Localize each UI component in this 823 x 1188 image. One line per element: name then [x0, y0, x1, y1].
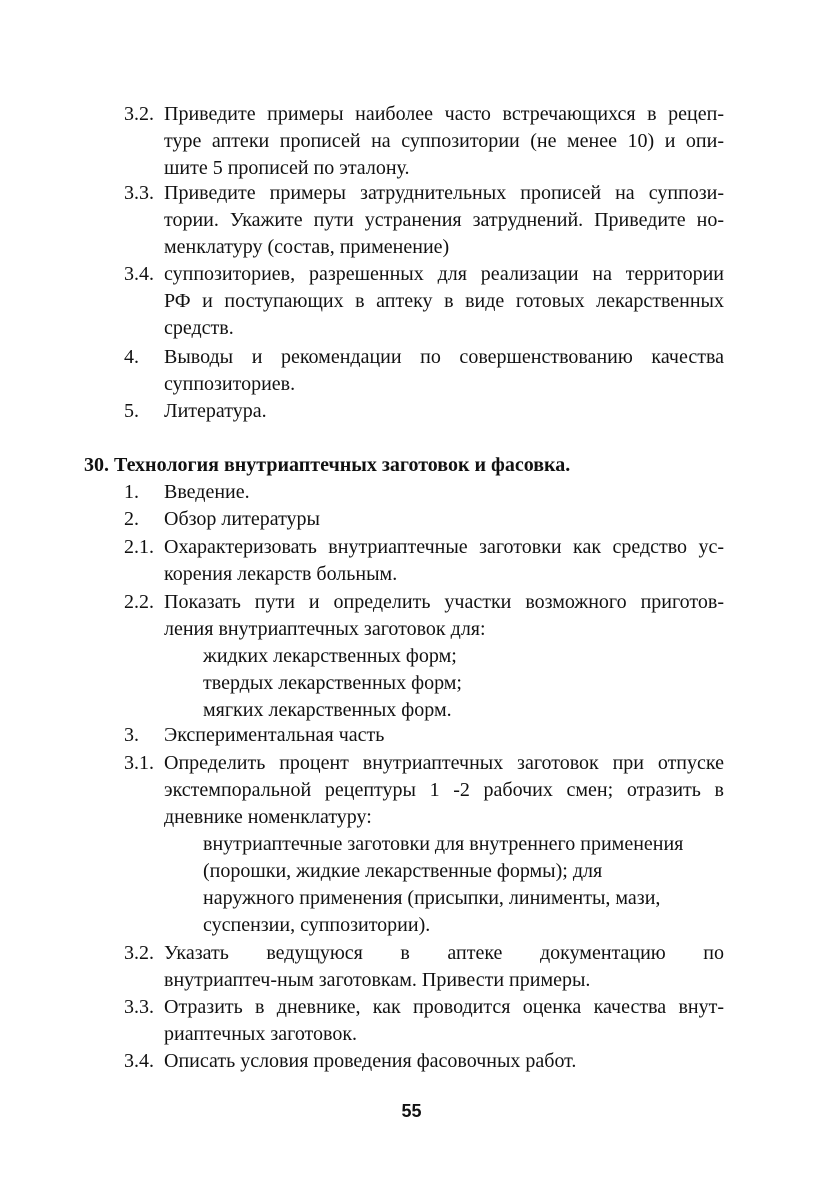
item-number: 3.1.	[124, 752, 154, 774]
item-number: 2.2.	[124, 591, 154, 613]
text-line: менклатуру (состав, применение)	[164, 236, 450, 258]
text-line: шите 5 прописей по эталону.	[164, 157, 410, 179]
text-line: ления внутриаптечных заготовок для:	[164, 618, 486, 640]
text-line: суппозиториев, разрешенных для реализации на территории	[164, 263, 724, 285]
text-line: Описать условия проведения фасовочных работ.	[164, 1050, 577, 1072]
section-heading: 30. Технология внутриаптечных заготовок и фасовка.	[84, 454, 571, 476]
item-number: 4.	[124, 346, 139, 368]
text-line: экстемпоральной рецептуры 1 -2 рабочих смен; отразить в	[164, 779, 724, 801]
text-line: Обзор литературы	[164, 508, 320, 530]
sublist-line: мягких лекарственных форм.	[203, 699, 452, 721]
text-line: Выводы и рекомендации по совершенствованию качества	[164, 346, 724, 368]
text-line: Охарактеризовать внутриаптечные заготовки как средство ус-	[164, 536, 724, 558]
item-text	[164, 722, 724, 749]
text-line: Приведите примеры затруднительных прописей на суппози-	[164, 182, 724, 204]
item-text	[164, 994, 724, 1048]
item-number: 3.	[124, 724, 139, 746]
text-line: тории. Укажите пути устранения затруднений. Приведите но-	[164, 209, 724, 231]
page-number: 55	[401, 1101, 422, 1121]
item-text	[164, 940, 724, 994]
item-number: 3.3.	[124, 182, 154, 204]
text-line: Показать пути и определить участки возможного приготов-	[164, 591, 724, 613]
item-text	[164, 398, 724, 425]
sublist-line: жидких лекарственных форм;	[203, 645, 457, 667]
sublist-line: наружного применения (присыпки, линименты, мази,	[203, 887, 661, 909]
text-line: Литература.	[164, 400, 267, 422]
text-line: Отразить в дневнике, как проводится оценка качества внут-	[164, 996, 724, 1018]
item-number: 3.4.	[124, 263, 154, 285]
sublist-line: внутриаптечные заготовки для внутреннего применения	[203, 833, 684, 855]
sublist-line: суспензии, суппозитории).	[203, 914, 431, 936]
item-text	[164, 589, 724, 643]
text-line: туре аптеки прописей на суппозитории (не менее 10) и опи-	[164, 130, 724, 152]
item-text	[164, 1048, 724, 1075]
item-number: 3.3.	[124, 996, 154, 1018]
text-line: Экспериментальная часть	[164, 724, 385, 746]
text-line: Приведите примеры наиболее часто встречающихся в рецеп-	[164, 103, 724, 125]
item-number: 2.	[124, 508, 139, 530]
item-text	[164, 180, 724, 261]
item-number: 3.2.	[124, 103, 154, 125]
item-text	[164, 261, 724, 342]
item-number: 1.	[124, 481, 139, 503]
text-line: средств.	[164, 317, 234, 339]
forms-sublist	[203, 643, 723, 724]
text-line: риаптечных заготовок.	[164, 1023, 358, 1045]
sublist-line: (порошки, жидкие лекарственные формы); для	[203, 860, 603, 882]
text-line: суппозиториев.	[164, 373, 296, 395]
item-text	[164, 101, 724, 182]
item-number: 5.	[124, 400, 139, 422]
item-number: 2.1.	[124, 536, 154, 558]
text-line: Введение.	[164, 481, 250, 503]
item-text	[164, 534, 724, 588]
text-line: РФ и поступающих в аптеку в виде готовых лекарственных	[164, 290, 724, 312]
item-text	[164, 479, 724, 506]
item-text	[164, 344, 724, 398]
item-text	[164, 750, 724, 831]
text-line: Указать ведущуюся в аптеке документацию по	[164, 942, 724, 964]
text-line: корения лекарств больным.	[164, 563, 398, 585]
item-number: 3.2.	[124, 942, 154, 964]
sublist-line: твердых лекарственных форм;	[203, 672, 462, 694]
text-line: внутриаптеч-ным заготовкам. Привести примеры.	[164, 969, 591, 991]
item-number: 3.4.	[124, 1050, 154, 1072]
nomenclature-sublist	[203, 831, 723, 939]
item-text	[164, 506, 724, 533]
text-line: Определить процент внутриаптечных заготовок при отпуске	[164, 752, 724, 774]
text-line: дневнике номенклатуру:	[164, 806, 372, 828]
